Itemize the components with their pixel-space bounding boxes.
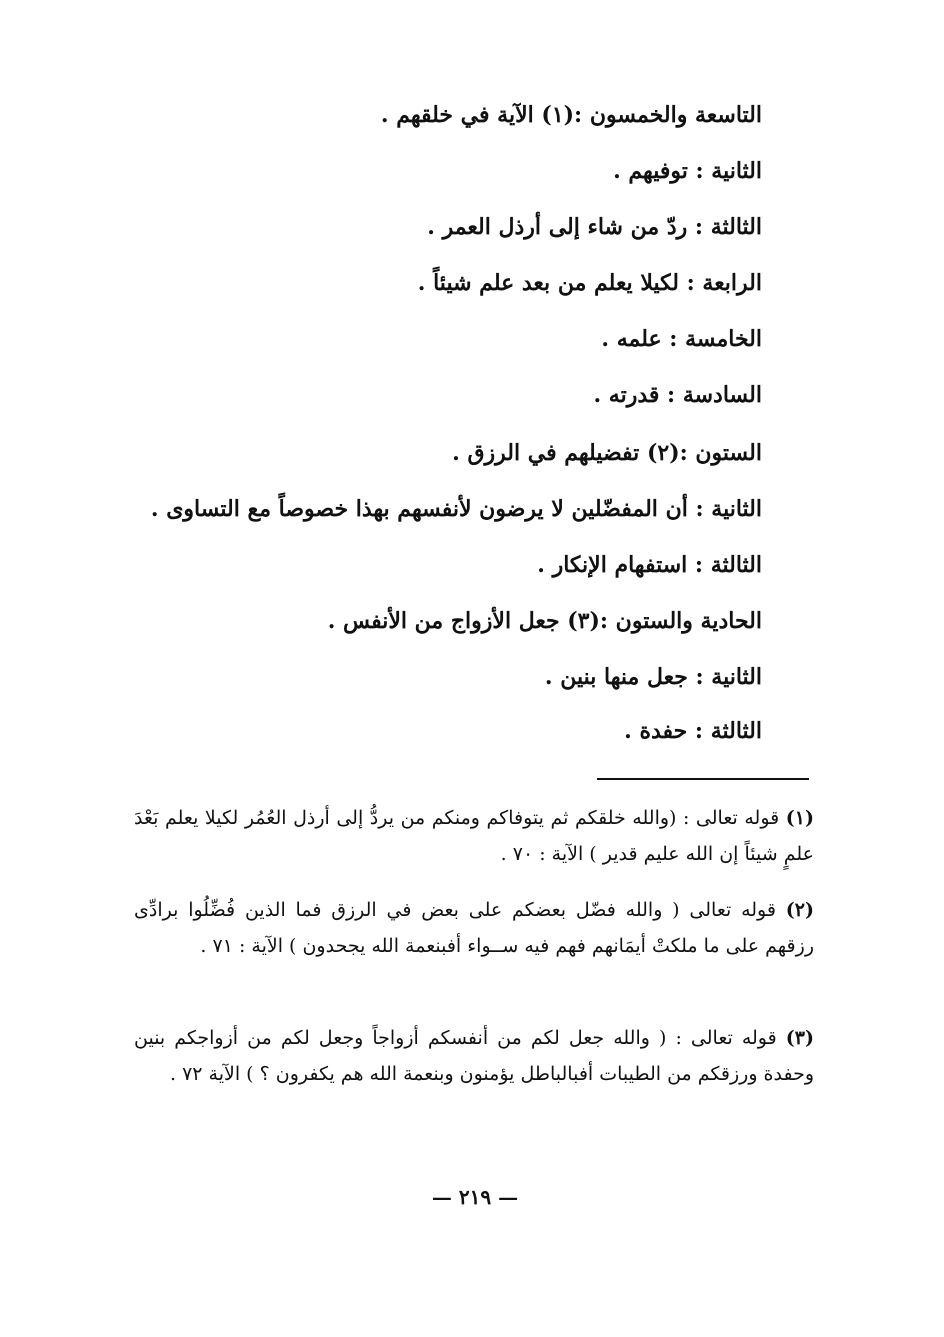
text-line-3: الثالثة : ردّ من شاء إلى أرذل العمر . bbox=[427, 214, 762, 240]
footnote-1-number: (١) bbox=[785, 807, 815, 829]
page-number: — ٢١٩ — bbox=[431, 1185, 519, 1209]
footnote-3 bbox=[134, 1020, 814, 1092]
text-line-6: السادسة : قدرته . bbox=[593, 382, 762, 408]
text-line-8: الثانية : أن المفضّلين لا يرضون لأنفسهم بهذا خصوصاً مع التساوى . bbox=[150, 496, 762, 522]
footnote-3-number: (٣) bbox=[785, 1027, 814, 1049]
text-line-4: الرابعة : لكيلا يعلم من بعد علم شيئاً . bbox=[417, 270, 762, 296]
footnote-2-number: (٢) bbox=[785, 899, 814, 921]
footnote-2-text: قوله تعالى ( والله فضّل بعضكم على بعض في الرزق فما الذين فُضِّلُوا برادِّى رزقهم على ما ملكتْ أيمَانهم فهم فيه ســواء أفبنعمة الله يجحدون ) الآية : ٧١ . bbox=[134, 899, 814, 957]
text-line-12: الثالثة : حفدة . bbox=[624, 718, 762, 744]
text-line-10: الحادية والستون :(٣) جعل الأزواج من الأنفس . bbox=[327, 608, 762, 634]
footnote-1-text: قوله تعالى : (والله خلقكم ثم يتوفاكم ومنكم من يردُّ إلى أرذل العُمُر لكيلا يعلم بَعْدَ علمٍ شيئاً إن الله عليم قدير ) الآية : ٧٠ . bbox=[134, 807, 814, 865]
text-line-1: التاسعة والخمسون :(١) الآية في خلقهم . bbox=[380, 102, 762, 128]
footnote-1 bbox=[134, 800, 814, 872]
text-line-11: الثانية : جعل منها بنين . bbox=[544, 664, 762, 690]
text-line-7: الستون :(٢) تفضيلهم في الرزق . bbox=[452, 440, 762, 466]
footnote-separator bbox=[597, 778, 809, 780]
footnote-2 bbox=[134, 892, 814, 964]
text-line-5: الخامسة : علمه . bbox=[601, 326, 762, 352]
text-line-9: الثالثة : استفهام الإنكار . bbox=[537, 552, 762, 578]
footnote-3-text: قوله تعالى : ( والله جعل لكم من أنفسكم أزواجاً وجعل لكم من أزواجكم بنين وحفدة ورزقكم من الطيبات أفبالباطل يؤمنون وبنعمة الله هم يكفرون ؟ ) الآية ٧٢ . bbox=[134, 1027, 814, 1085]
text-line-2: الثانية : توفيهم . bbox=[613, 158, 762, 184]
